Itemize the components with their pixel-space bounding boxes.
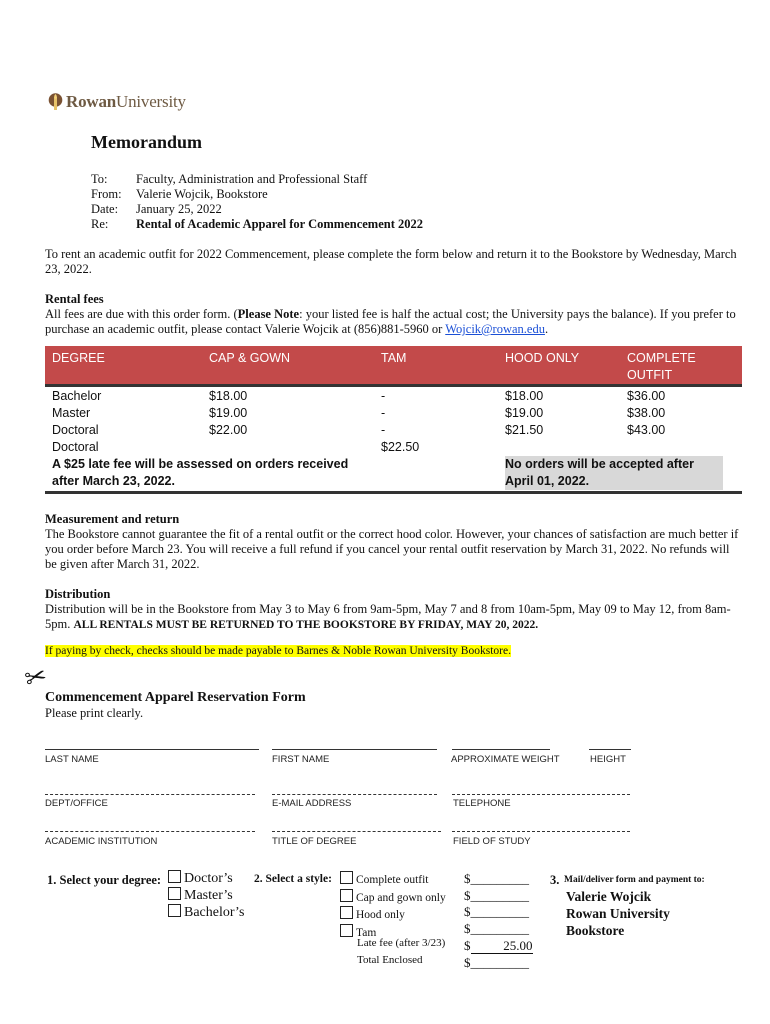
- email-link[interactable]: Wojcik@rowan.edu: [445, 322, 545, 336]
- th-complete-outfit: COMPLETE OUTFIT: [627, 351, 696, 382]
- checkbox[interactable]: [168, 887, 181, 900]
- degree-title-field[interactable]: [272, 831, 441, 832]
- checkbox[interactable]: [340, 906, 353, 919]
- th-hood-only: HOOD ONLY: [505, 351, 580, 365]
- torch-icon: [48, 93, 63, 111]
- measurement-paragraph: The Bookstore cannot guarantee the fit of a rental outfit or the correct hood color. However, your chances of satisfaction are much better if you order before March 23. You will receive a full refund if you cancel your rental outfit reservation by March 31, 2022. No refunds will be given after March 31, 2022.: [45, 527, 739, 571]
- amount-cap-gown-field[interactable]: $_________: [464, 887, 529, 903]
- checkbox[interactable]: [340, 924, 353, 937]
- first-name-field[interactable]: [272, 749, 437, 750]
- height-field[interactable]: [589, 749, 631, 750]
- mail-to-org: Rowan University: [566, 906, 670, 921]
- amount-total-field[interactable]: $_________: [464, 954, 529, 970]
- degree-title-label: TITLE OF DEGREE: [272, 836, 357, 847]
- checkbox[interactable]: [168, 870, 181, 883]
- memo-title: Memorandum: [91, 132, 202, 152]
- height-label: HEIGHT: [590, 754, 626, 765]
- total-label: Total Enclosed: [357, 954, 423, 966]
- form-title: Commencement Apparel Reservation Form: [45, 690, 306, 705]
- degree-option-masters[interactable]: Master’s: [168, 887, 244, 904]
- table-cell: -: [381, 389, 386, 403]
- email-field[interactable]: [272, 794, 437, 795]
- step3-number: 3.: [550, 873, 560, 887]
- amount-late-fee: $ 25.00: [464, 937, 533, 953]
- table-cell: $43.00: [627, 423, 666, 437]
- amount-column: [464, 871, 533, 971]
- degree-option-doctors[interactable]: Doctor’s: [168, 870, 244, 887]
- degree-option-bachelors[interactable]: Bachelor’s: [168, 904, 244, 921]
- measurement-heading: Measurement and return: [45, 512, 180, 526]
- table-bottom-rule: [45, 491, 742, 494]
- field-of-study-field[interactable]: [452, 831, 630, 832]
- fee-table-header: [45, 346, 742, 387]
- mail-to-dept: Bookstore: [566, 923, 625, 938]
- scissors-icon: ✂: [21, 660, 51, 696]
- table-cell: $18.00: [505, 389, 544, 403]
- table-cell: $22.00: [209, 423, 248, 437]
- field-of-study-label: FIELD OF STUDY: [453, 836, 531, 847]
- style-options: [340, 871, 446, 941]
- checkbox[interactable]: [340, 871, 353, 884]
- intro-paragraph: To rent an academic outfit for 2022 Commencement, please complete the form below and return it to the Bookstore by Wednesday, March 23, 2022.: [45, 247, 737, 276]
- table-cell: $22.50: [381, 440, 420, 454]
- table-cell: Doctoral: [52, 440, 99, 454]
- mail-to-address: [566, 888, 670, 939]
- memo-from-row: From: Valerie Wojcik, Bookstore: [91, 187, 268, 201]
- rental-fees-heading: Rental fees: [45, 292, 104, 306]
- step3-label: Mail/deliver form and payment to:: [564, 875, 705, 885]
- memo-to-row: To: Faculty, Administration and Professional Staff: [91, 172, 368, 186]
- rental-fees-paragraph: All fees are due with this order form. (Please Note: your listed fee is half the actual cost; the University pays the balance). If you prefer to purchase an academic outfit, please contact Valerie Wojcik at (856)881-5960 or Wojcik@rowan.edu.: [45, 307, 736, 336]
- memo-re-row: Re: Rental of Academic Apparel for Commencement 2022: [91, 217, 423, 231]
- style-option-complete[interactable]: Complete outfit: [340, 871, 446, 889]
- table-cell: Master: [52, 406, 91, 420]
- distribution-heading: Distribution: [45, 587, 111, 601]
- institution-label: ACADEMIC INSTITUTION: [45, 836, 158, 847]
- th-degree: DEGREE: [52, 351, 105, 365]
- style-option-tam[interactable]: Tam: [340, 924, 446, 942]
- table-cell: -: [381, 406, 386, 420]
- institution-field[interactable]: [45, 831, 255, 832]
- last-name-field[interactable]: [45, 749, 259, 750]
- table-cell: $38.00: [627, 406, 666, 420]
- form-subtitle: Please print clearly.: [45, 706, 144, 720]
- table-cell: Doctoral: [52, 423, 99, 437]
- table-cell: $19.00: [505, 406, 544, 420]
- first-name-label: FIRST NAME: [272, 754, 330, 765]
- last-name-label: LAST NAME: [45, 754, 99, 765]
- amount-hood-field[interactable]: $_________: [464, 904, 529, 920]
- late-fee-note: A $25 late fee will be assessed on orders received after March 23, 2022.: [52, 457, 349, 488]
- no-orders-note: No orders will be accepted after April 01, 2022.: [505, 456, 723, 490]
- style-option-hood[interactable]: Hood only: [340, 906, 446, 924]
- memo-date-row: Date: January 25, 2022: [91, 202, 222, 216]
- weight-field[interactable]: [452, 749, 550, 750]
- mail-to-name: Valerie Wojcik: [566, 889, 652, 904]
- dept-field[interactable]: [45, 794, 255, 795]
- checkbox[interactable]: [340, 889, 353, 902]
- email-label: E-MAIL ADDRESS: [272, 798, 352, 809]
- step2-label: 2. Select a style:: [254, 873, 332, 885]
- distribution-paragraph: Distribution will be in the Bookstore from May 3 to May 6 from 9am-5pm, May 7 and 8 from 10am-5pm, May 09 to May 12, from 8am-5pm. ALL RENTALS MUST BE RETURNED TO THE BOOKSTORE BY FRIDAY, MAY 20, 2022.: [45, 602, 731, 631]
- logo-wordmark: RowanUniversity: [66, 92, 186, 111]
- table-cell: -: [381, 423, 386, 437]
- table-cell: $19.00: [209, 406, 248, 420]
- step1-label: 1. Select your degree:: [47, 873, 162, 887]
- weight-label: APPROXIMATE WEIGHT: [451, 754, 560, 765]
- th-tam: TAM: [381, 351, 407, 365]
- check-note: If paying by check, checks should be made payable to Barnes & Noble Rowan University Bookstore.: [45, 645, 511, 657]
- dept-label: DEPT/OFFICE: [45, 798, 108, 809]
- table-cell: $18.00: [209, 389, 248, 403]
- checkbox[interactable]: [168, 904, 181, 917]
- table-cell: $21.50: [505, 423, 544, 437]
- degree-options: [168, 870, 244, 921]
- amount-complete-field[interactable]: $_________: [464, 871, 529, 886]
- fee-table-body: [45, 388, 742, 490]
- phone-field[interactable]: [452, 794, 630, 795]
- table-cell: Bachelor: [52, 389, 102, 403]
- rowan-logo: [48, 92, 186, 112]
- phone-label: TELEPHONE: [453, 798, 511, 809]
- table-cell: $36.00: [627, 389, 666, 403]
- style-option-cap-gown[interactable]: Cap and gown only: [340, 889, 446, 907]
- amount-tam-field[interactable]: $_________: [464, 921, 529, 937]
- late-fee-label: Late fee (after 3/23): [357, 937, 446, 949]
- th-cap-gown: CAP & GOWN: [209, 351, 291, 365]
